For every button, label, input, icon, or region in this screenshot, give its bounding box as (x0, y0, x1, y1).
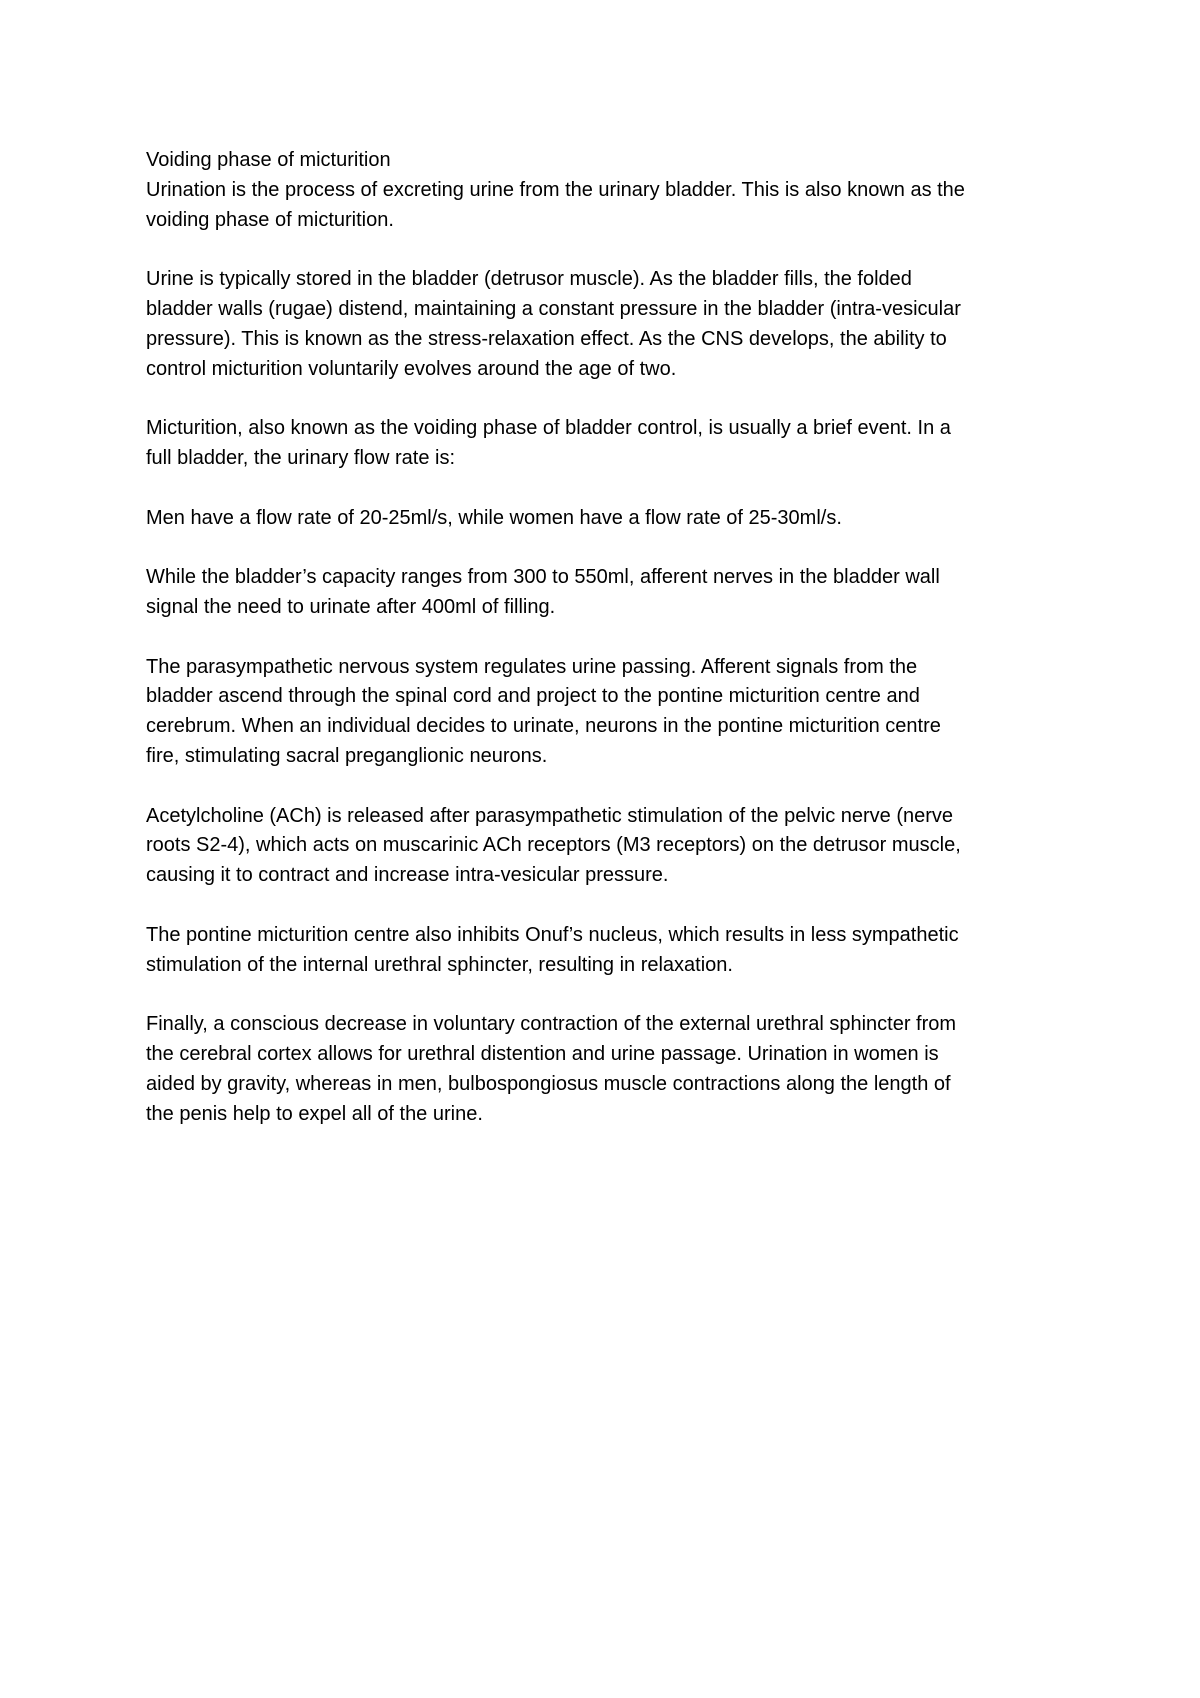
paragraph-line: control micturition voluntarily evolves around the age of two. (146, 357, 677, 380)
paragraph-line: full bladder, the urinary flow rate is: (146, 446, 456, 469)
document-body (146, 146, 1076, 1159)
paragraph-line: Finally, a conscious decrease in voluntary contraction of the external urethral sphincter from (146, 1013, 957, 1036)
paragraph-line: voiding phase of micturition. (146, 208, 394, 231)
paragraph-line: fire, stimulating sacral preganglionic neurons. (146, 744, 548, 767)
paragraph-acetylcholine (146, 802, 1076, 891)
paragraph-parasympathetic (146, 653, 1076, 772)
paragraph-intro (146, 146, 1076, 235)
paragraph-line: the cerebral cortex allows for urethral distention and urine passage. Urination in women is (146, 1042, 939, 1065)
paragraph-line: roots S2-4), which acts on muscarinic ACh receptors (M3 receptors) on the detrusor muscle, (146, 834, 961, 857)
paragraph-capacity (146, 563, 1076, 623)
paragraph-onuf-nucleus (146, 921, 1076, 981)
paragraph-storage (146, 265, 1076, 384)
paragraph-line: Micturition, also known as the voiding phase of bladder control, is usually a brief event. In a (146, 417, 951, 440)
paragraph-line: The pontine micturition centre also inhibits Onuf’s nucleus, which results in less sympathetic (146, 923, 959, 946)
paragraph-line: The parasympathetic nervous system regulates urine passing. Afferent signals from the (146, 655, 918, 678)
paragraph-line: the penis help to expel all of the urine. (146, 1102, 483, 1125)
paragraph-micturition (146, 414, 1076, 474)
paragraph-line: Men have a flow rate of 20-25ml/s, while women have a flow rate of 25-30ml/s. (146, 506, 842, 529)
paragraph-line: Urination is the process of excreting urine from the urinary bladder. This is also known as the (146, 178, 965, 201)
paragraph-line: stimulation of the internal urethral sphincter, resulting in relaxation. (146, 953, 733, 976)
paragraph-line: signal the need to urinate after 400ml of filling. (146, 595, 556, 618)
paragraph-line: bladder ascend through the spinal cord and project to the pontine micturition centre and (146, 685, 920, 708)
paragraph-line: pressure). This is known as the stress-relaxation effect. As the CNS develops, the ability to (146, 327, 947, 350)
paragraph-line: aided by gravity, whereas in men, bulbospongiosus muscle contractions along the length of (146, 1072, 951, 1095)
paragraph-line: causing it to contract and increase intra-vesicular pressure. (146, 864, 669, 887)
paragraph-line: Urine is typically stored in the bladder (detrusor muscle). As the bladder fills, the folded (146, 268, 912, 291)
paragraph-flow-rate (146, 504, 1076, 534)
paragraph-line: Acetylcholine (ACh) is released after parasympathetic stimulation of the pelvic nerve (nerve (146, 804, 954, 827)
document-title: Voiding phase of micturition (146, 149, 391, 171)
paragraph-conclusion (146, 1010, 1076, 1129)
paragraph-line: cerebrum. When an individual decides to urinate, neurons in the pontine micturition centre (146, 715, 941, 738)
paragraph-line: bladder walls (rugae) distend, maintaining a constant pressure in the bladder (intra-vesicular (146, 297, 961, 320)
paragraph-line: While the bladder’s capacity ranges from 300 to 550ml, afferent nerves in the bladder wall (146, 566, 940, 589)
